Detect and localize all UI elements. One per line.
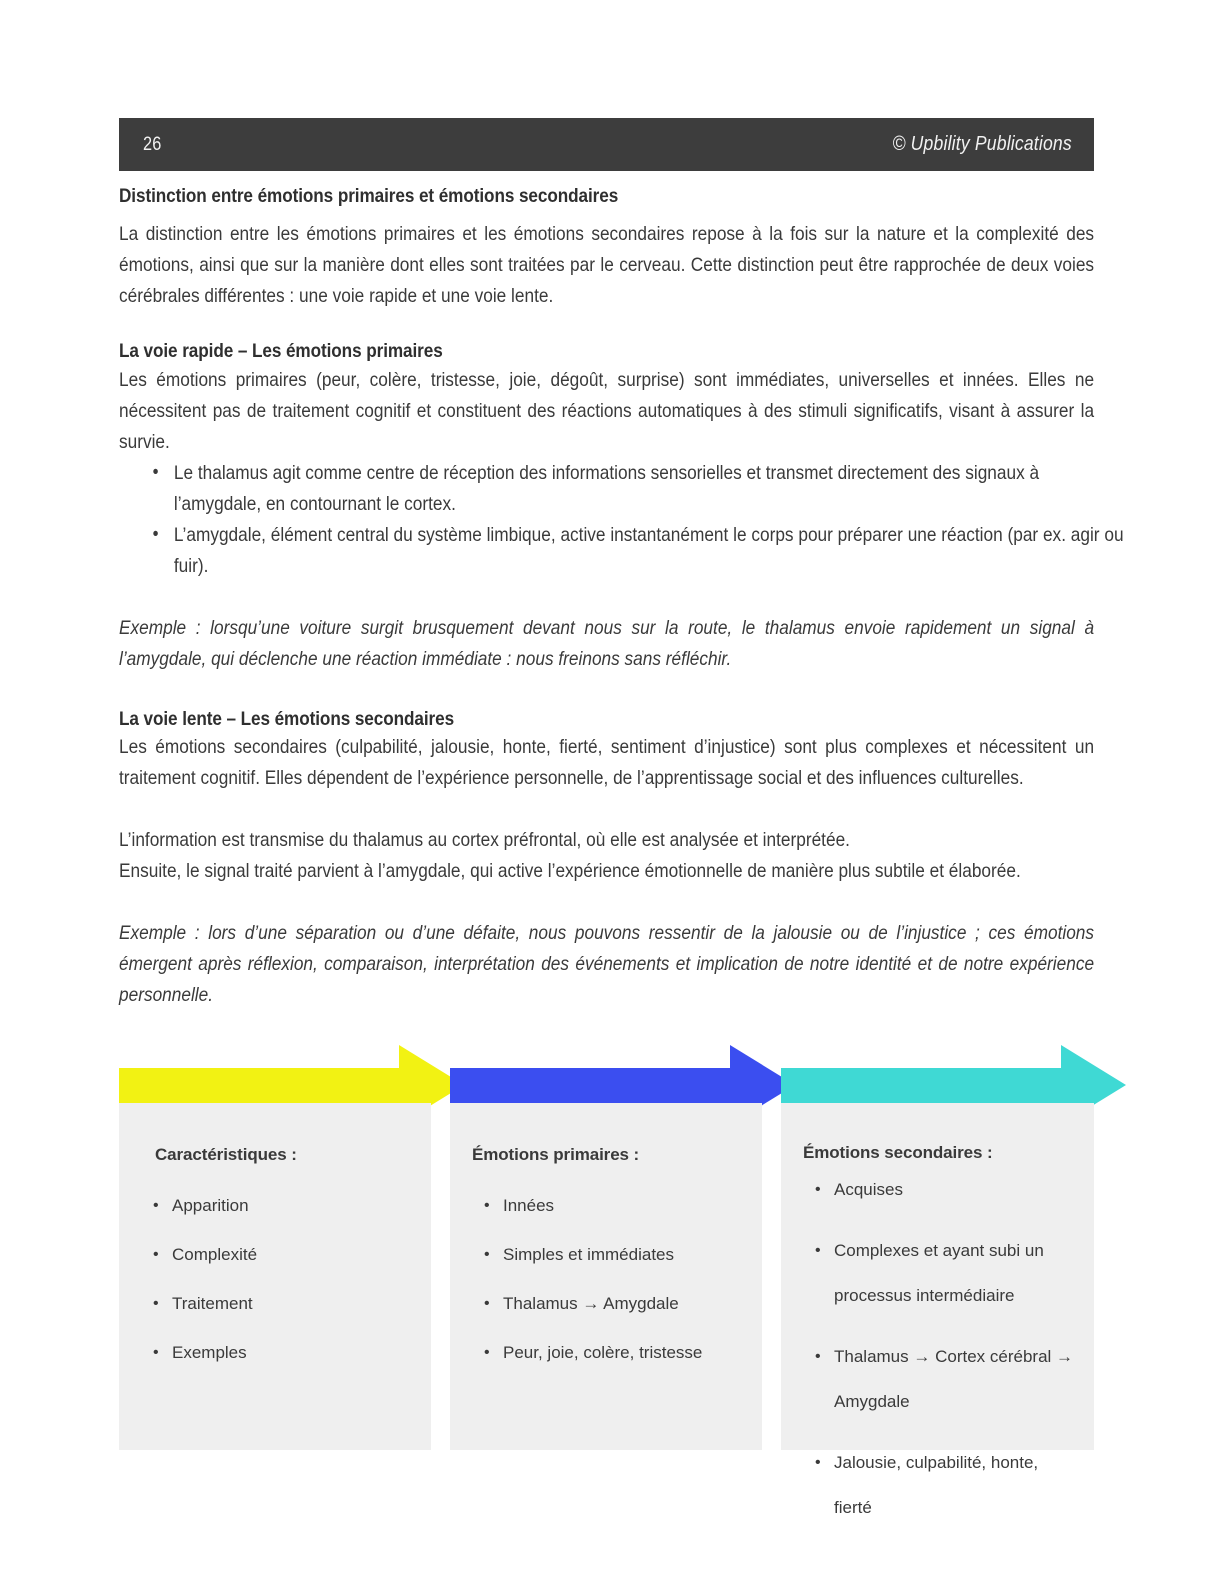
list-item: • Traitement (141, 1289, 411, 1319)
panel-list (803, 1167, 1074, 1530)
section-voie-lente-paragraph: Les émotions secondaires (culpabilité, jalousie, honte, fierté, sentiment d’injustice) sont plus complexes et nécessitent un traitement cognitif. Elles dépendent de l’expérience personnelle, de l’apprentissage social et des influences culturelles. (119, 735, 1095, 789)
list-item: • L’amygdale, élément central du système limbique, active instantanément le corps pour préparer une réaction (par ex. agir ou fuir). (153, 520, 1128, 582)
voie-lente-detail-line2: Ensuite, le signal traité parvient à l’amygdale, qui active l’expérience émotionnelle de manière plus subtile et élaborée. (119, 859, 1021, 882)
list-item: • Complexité (141, 1240, 411, 1270)
diagram-column-emotions-primaires (450, 1045, 762, 1450)
diagram-panel (450, 1103, 762, 1450)
list-item: • Jalousie, culpabilité, honte, fierté (803, 1440, 1074, 1530)
diagram-panel (119, 1103, 431, 1450)
intro-paragraph: La distinction entre les émotions primaires et les émotions secondaires repose à la fois sur la nature et la complexité des émotions, ainsi que sur la manière dont elles sont traitées par le cerveau. Cette distinction peut être rapprochée de deux voies cérébrales différentes : une voie rapide et une voie lente. (119, 223, 1095, 308)
panel-title: Caractéristiques : (155, 1145, 297, 1164)
panel-list (472, 1191, 742, 1368)
list-item: • Exemples (141, 1338, 411, 1368)
panel-title: Émotions secondaires : (803, 1143, 993, 1162)
list-item: • Thalamus → Cortex cérébral → Amygdale (803, 1334, 1074, 1424)
list-item: • Peur, joie, colère, tristesse (472, 1338, 742, 1368)
publisher-credit: © Upbility Publications (892, 133, 1072, 155)
list-item: • Innées (472, 1191, 742, 1221)
section-heading-voie-rapide: La voie rapide – Les émotions primaires (119, 340, 443, 363)
example-voie-lente: Exemple : lors d’une séparation ou d’une défaite, nous pouvons ressentir de la jalousie ou de l’injustice ; ces émotions émergent après réflexion, comparaison, interprétation des événements et implication de notre identité et de notre expérience personnelle. (119, 921, 1095, 1006)
page-number: 26 (143, 133, 162, 155)
list-item: • Thalamus → Amygdale (472, 1289, 742, 1319)
example-voie-rapide: Exemple : lorsqu’une voiture surgit brusquement devant nous sur la route, le thalamus envoie rapidement un signal à l’amygdale, qui déclenche une réaction immédiate : nous freinons sans réfléchir. (119, 616, 1095, 670)
diagram-panel (781, 1103, 1094, 1517)
list-item: • Le thalamus agit comme centre de réception des informations sensorielles et transmet directement des signaux à l’amygdale, en contournant le cortex. (153, 458, 1128, 520)
list-item: • Simples et immédiates (472, 1240, 742, 1270)
page-header-bar (119, 118, 1094, 171)
section-voie-rapide-paragraph: Les émotions primaires (peur, colère, tristesse, joie, dégoût, surprise) sont immédiates, universelles et innées. Elles ne nécessitent pas de traitement cognitif et constituent des réactions automatiques à des stimuli significatifs, visant à assurer la survie. (119, 368, 1095, 453)
list-item: • Complexes et ayant subi un processus intermédiaire (803, 1228, 1074, 1318)
diagram-column-emotions-secondaires (781, 1045, 1094, 1517)
panel-list (141, 1191, 411, 1368)
voie-lente-detail-line1: L’information est transmise du thalamus au cortex préfrontal, où elle est analysée et interprétée. (119, 828, 850, 851)
list-item: • Apparition (141, 1191, 411, 1221)
list-item: • Acquises (803, 1167, 1074, 1212)
comparison-diagram (119, 1045, 1094, 1517)
document-body (119, 183, 1124, 1011)
page-title: Distinction entre émotions primaires et émotions secondaires (119, 185, 619, 207)
voie-rapide-bullet-list (119, 458, 1128, 582)
diagram-column-caracteristiques (119, 1045, 431, 1450)
section-heading-voie-lente: La voie lente – Les émotions secondaires (119, 707, 455, 730)
panel-title: Émotions primaires : (472, 1145, 640, 1164)
